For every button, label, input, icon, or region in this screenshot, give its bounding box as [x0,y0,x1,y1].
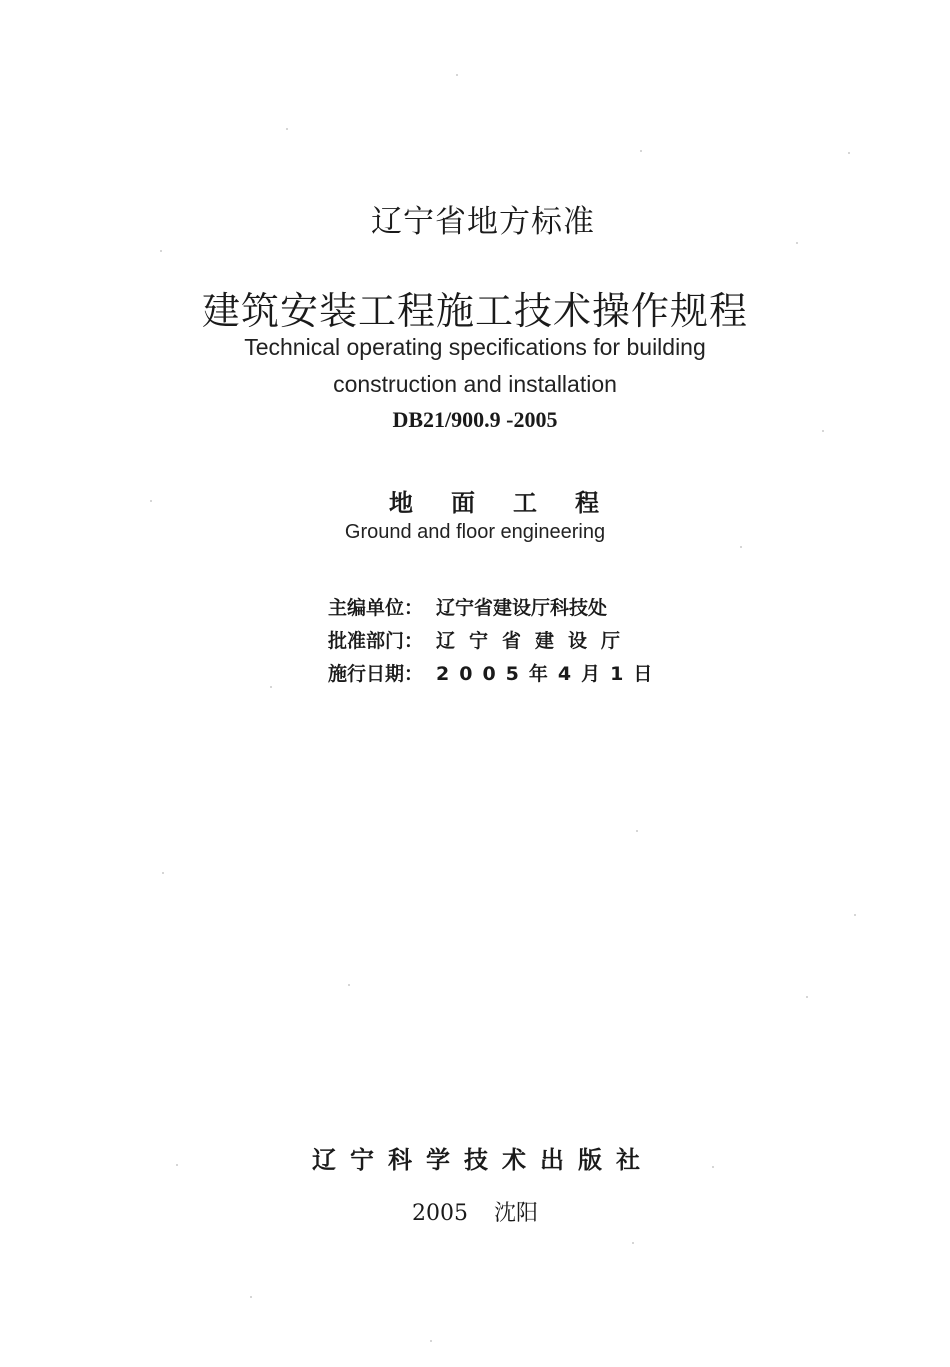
title-english-line-1: Technical operating specifications for building [244,334,706,360]
scan-speck [806,996,808,998]
scan-speck [822,430,824,432]
standard-code: DB21/900.9 -2005 [392,407,558,432]
scan-speck [270,686,272,688]
scan-speck [740,546,742,548]
publication-place [0,1196,950,1227]
scan-speck [176,1164,178,1166]
approver-label: 批准部门： [328,630,424,652]
title-chinese: 建筑安装工程施工技术操作规程 [201,289,748,333]
scan-speck [286,128,288,130]
editor-label: 主编单位： [328,597,424,619]
scan-speck [430,1340,432,1342]
publication-info [328,590,728,689]
effective-date-label: 施行日期： [328,663,424,685]
publisher-name: 辽宁科学技术出版社 [312,1146,654,1174]
editor-value: 辽宁省建设厅科技处 [436,597,608,619]
approver-value: 辽宁省建设厅 [436,630,635,652]
scan-speck [250,1296,252,1298]
scan-speck [348,984,350,986]
scan-speck [640,150,642,152]
scan-speck [162,872,164,874]
scan-speck [160,250,162,252]
section-title-english: Ground and floor engineering [344,521,606,543]
title-english-line-2: construction and installation [333,371,617,397]
editor-row [328,590,728,623]
scan-speck [712,1166,714,1168]
scan-speck [632,1242,634,1244]
scan-speck [854,914,856,916]
scan-speck [796,242,798,244]
scan-speck [636,830,638,832]
publication-city: 沈阳 [493,1201,538,1226]
effective-date-row [328,656,728,689]
approver-row [328,623,728,656]
effective-date-value: 2005年4月1日 [436,663,663,685]
publication-year: 2005 [411,1201,468,1226]
scan-speck [456,74,458,76]
standard-type: 辽宁省地方标准 [371,204,595,240]
scan-speck [150,500,152,502]
section-title-chinese: 地面工程 [389,489,637,517]
scan-speck [848,152,850,154]
